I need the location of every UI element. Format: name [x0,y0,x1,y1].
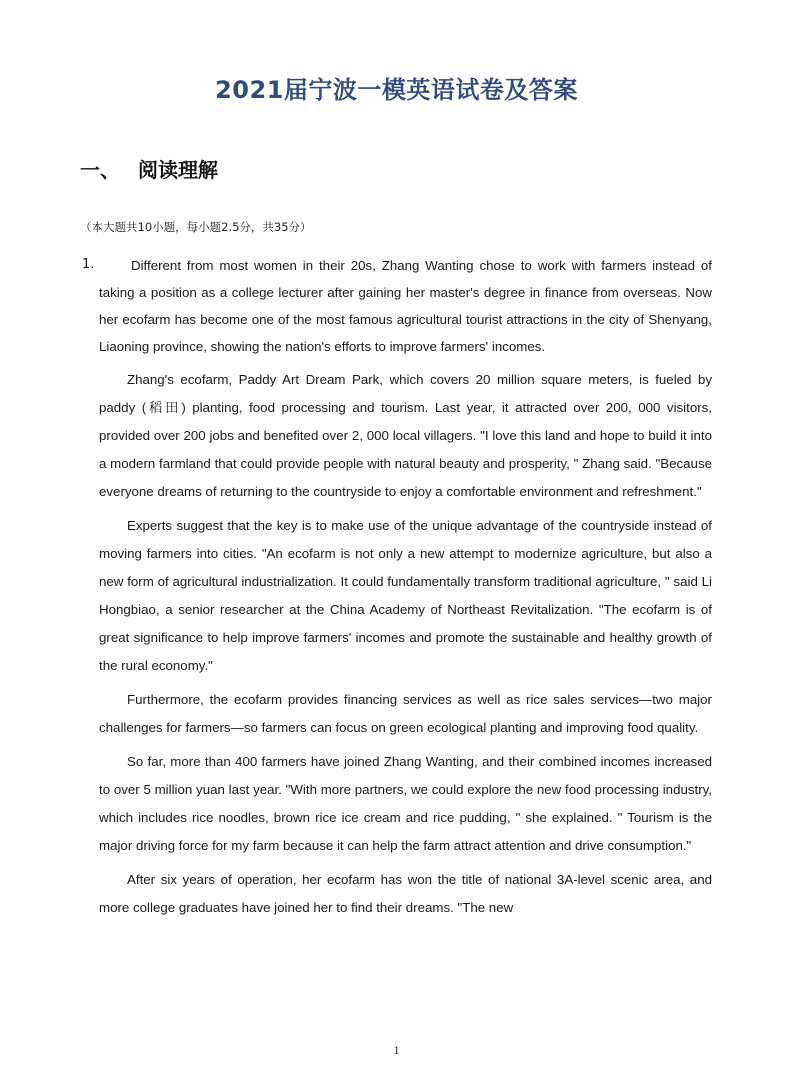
passage-paragraph: Experts suggest that the key is to make use of the unique advantage of the countryside instead of moving farmers into cities. "An ecofarm is not only a new attempt to modernize agriculture, but also a new form of agricultural industrialization. It could fundamentally transform traditional agriculture, " said Li Hongbiao, a senior researcher at the China Academy of Northeast Revitalization. "The ecofarm is of great significance to help improve farmers' incomes and promote the sustainable and healthy growth of the rural economy." [99,518,712,673]
passage-paragraph: Different from most women in their 20s, Zhang Wanting chose to work with farmers instead of taking a position as a college lecturer after gaining her master's degree in finance from overseas. Now her ecofarm has become one of the most famous agricultural tourist attractions in the city of Shenyang, Liaoning province, showing the nation's efforts to improve farmers' incomes. [99,258,712,354]
question-number: 1. [82,257,95,272]
section-number: 一、 [80,158,120,182]
page-number: 1 [393,1043,400,1057]
document-title: 2021届宁波一模英语试卷及答案 [215,76,578,104]
section-heading [80,154,218,183]
section-title: 阅读理解 [138,158,218,182]
passage-body [99,252,712,928]
passage-paragraph: After six years of operation, her ecofarm has won the title of national 3A-level scenic area, and more college graduates have joined her to find their dreams. "The new [99,872,712,915]
passage-paragraph: Furthermore, the ecofarm provides financing services as well as rice sales services—two major challenges for farmers—so farmers can focus on green ecological planting and improving food quality. [99,692,712,735]
passage-paragraph: Zhang's ecofarm, Paddy Art Dream Park, which covers 20 million square meters, is fueled by paddy (稻田) planting, food processing and tourism. Last year, it attracted over 200, 000 visitors, provided over 200 jobs and benefited over 2, 000 local villagers. "I love this land and hope to build it into a modern farmland that could provide people with natural beauty and prosperity, " Zhang said. "Because everyone dreams of returning to the countryside to enjoy a comfortable environment and refreshment." [99,372,712,499]
instructions-note: （本大题共10小题，每小题2.5分，共35分） [80,220,312,234]
passage-paragraph: So far, more than 400 farmers have joined Zhang Wanting, and their combined incomes increased to over 5 million yuan last year. "With more partners, we could explore the new food processing industry, which includes rice noodles, brown rice ice cream and rice pudding, " she explained. " Tourism is the major driving force for my farm because it can help the farm attract attention and drive consumption." [99,754,712,853]
